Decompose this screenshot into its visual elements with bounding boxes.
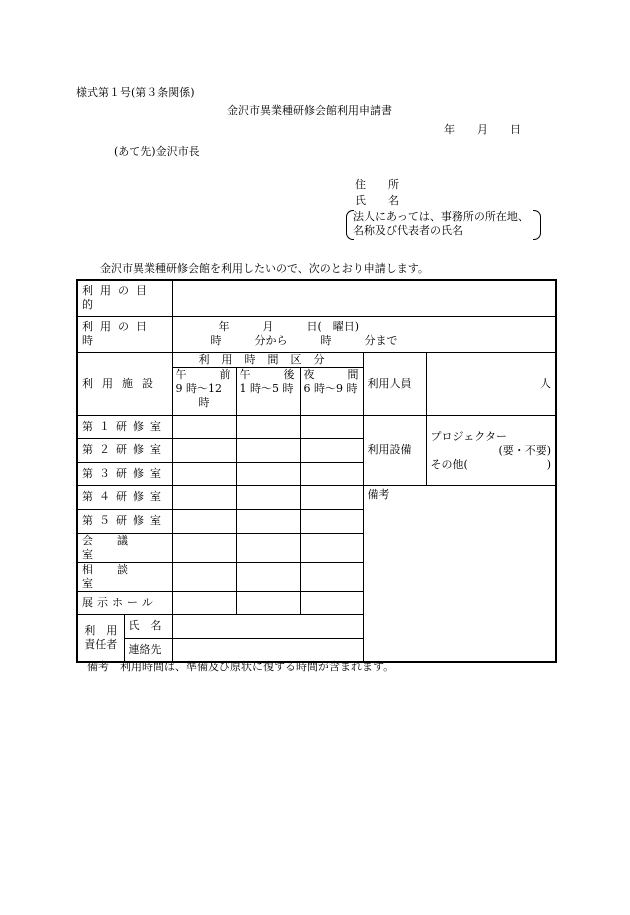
morning-label: 午 前 [175, 367, 231, 381]
note-right-bracket [533, 210, 541, 240]
responsible-label-line2: 責任者 [84, 637, 118, 651]
time-division-label: 利用時間区分 [198, 352, 337, 366]
facility-label: 利用施設 [82, 376, 162, 390]
room-label: 第１研修室 [82, 419, 167, 433]
morning-checkbox[interactable] [172, 485, 236, 509]
equipment-label: 利用設備 [367, 443, 412, 456]
night-checkbox[interactable] [300, 533, 363, 562]
room-label: 第３研修室 [82, 466, 167, 480]
room-label: 第５研修室 [82, 514, 167, 527]
people-label-cell [363, 352, 426, 415]
people-label: 利用人員 [367, 376, 412, 390]
morning-checkbox[interactable] [172, 533, 236, 562]
application-table [76, 279, 557, 663]
responsible-name-label-cell [124, 614, 172, 638]
night-checkbox[interactable] [300, 415, 363, 438]
equipment-label-cell [363, 415, 426, 485]
responsible-label-cell [77, 614, 124, 662]
responsible-contact-label: 連絡先 [128, 642, 162, 656]
room-label: 会議室 [82, 533, 152, 561]
night-checkbox[interactable] [300, 509, 363, 533]
afternoon-checkbox[interactable] [236, 591, 300, 614]
name-label: 氏 名 [355, 194, 399, 207]
time-division-header [172, 352, 363, 367]
night-time: 6 時～9 時 [303, 381, 358, 395]
footer-note: 備考 利用時間は、準備及び原状に復する時間が含まれます。 [87, 660, 395, 673]
corporate-note-line1: 法人にあっては、事務所の所在地、 [353, 210, 529, 223]
responsible-label-line1: 利 用 [84, 623, 118, 637]
afternoon-checkbox[interactable] [236, 485, 300, 509]
purpose-input[interactable] [172, 280, 556, 316]
datetime-label: 利用の日時 [82, 320, 154, 347]
date-line: 年 月 日 [444, 123, 521, 136]
afternoon-label: 午 後 [239, 367, 295, 381]
datetime-line1: 年 月 日( 曜日) [218, 320, 360, 333]
datetime-label-cell [77, 316, 172, 352]
projector-label: プロジェクター [430, 429, 508, 443]
morning-checkbox[interactable] [172, 591, 236, 614]
morning-checkbox[interactable] [172, 509, 236, 533]
responsible-name-input[interactable] [172, 614, 363, 638]
night-checkbox[interactable] [300, 562, 363, 591]
night-checkbox[interactable] [300, 485, 363, 509]
room-label: 相談室 [82, 562, 152, 590]
datetime-line2: 時 分から 時 分まで [210, 334, 398, 347]
responsible-contact-label-cell [124, 638, 172, 662]
afternoon-checkbox[interactable] [236, 415, 300, 438]
room-row-label [77, 485, 172, 509]
form-number: 様式第１号(第３条関係) [76, 86, 195, 99]
people-input[interactable] [426, 352, 556, 415]
other-open: その他( [430, 457, 468, 471]
remarks-input[interactable] [363, 485, 556, 662]
morning-checkbox[interactable] [172, 438, 236, 462]
room-row-label [77, 509, 172, 533]
morning-checkbox[interactable] [172, 462, 236, 485]
morning-time: 9 時～12 [175, 381, 222, 395]
morning-checkbox[interactable] [172, 562, 236, 591]
night-checkbox[interactable] [300, 438, 363, 462]
room-label: 第２研修室 [82, 443, 167, 456]
morning-checkbox[interactable] [172, 415, 236, 438]
afternoon-time: 1 時～5 時 [239, 381, 294, 395]
room-label: 展示ホール [82, 595, 157, 609]
form-title: 金沢市異業種研修会館利用申請書 [227, 104, 392, 117]
room-row-label [77, 591, 172, 614]
purpose-label: 利用の目的 [82, 284, 154, 312]
afternoon-checkbox[interactable] [236, 533, 300, 562]
night-checkbox[interactable] [300, 462, 363, 485]
people-unit: 人 [540, 376, 552, 390]
purpose-label-cell [77, 280, 172, 316]
night-checkbox[interactable] [300, 591, 363, 614]
responsible-contact-input[interactable] [172, 638, 363, 662]
room-row-label [77, 415, 172, 438]
room-row-label [77, 533, 172, 562]
afternoon-checkbox[interactable] [236, 509, 300, 533]
responsible-name-label: 氏 名 [128, 619, 162, 632]
afternoon-checkbox[interactable] [236, 562, 300, 591]
afternoon-checkbox[interactable] [236, 462, 300, 485]
addressee: (あて先)金沢市長 [114, 145, 200, 158]
facility-label-cell [77, 352, 172, 415]
address-label: 住 所 [355, 178, 399, 191]
datetime-input[interactable] [172, 316, 556, 352]
equipment-input[interactable] [426, 415, 556, 485]
night-header [300, 367, 363, 415]
night-label: 夜 間 [303, 367, 359, 381]
intro-text: 金沢市異業種研修会館を利用したいので、次のとおり申請します。 [100, 262, 429, 275]
morning-header [172, 367, 236, 415]
room-row-label [77, 438, 172, 462]
afternoon-checkbox[interactable] [236, 438, 300, 462]
room-label: 第４研修室 [82, 490, 167, 503]
morning-time-suffix: 時 [198, 395, 210, 409]
projector-need: (要・不要) [498, 443, 552, 457]
afternoon-header [236, 367, 300, 415]
room-row-label [77, 562, 172, 591]
corporate-note-line2: 名称及び代表者の氏名 [353, 224, 463, 237]
room-row-label [77, 462, 172, 485]
remarks-label: 備考 [367, 487, 390, 501]
other-close: ) [546, 457, 552, 471]
